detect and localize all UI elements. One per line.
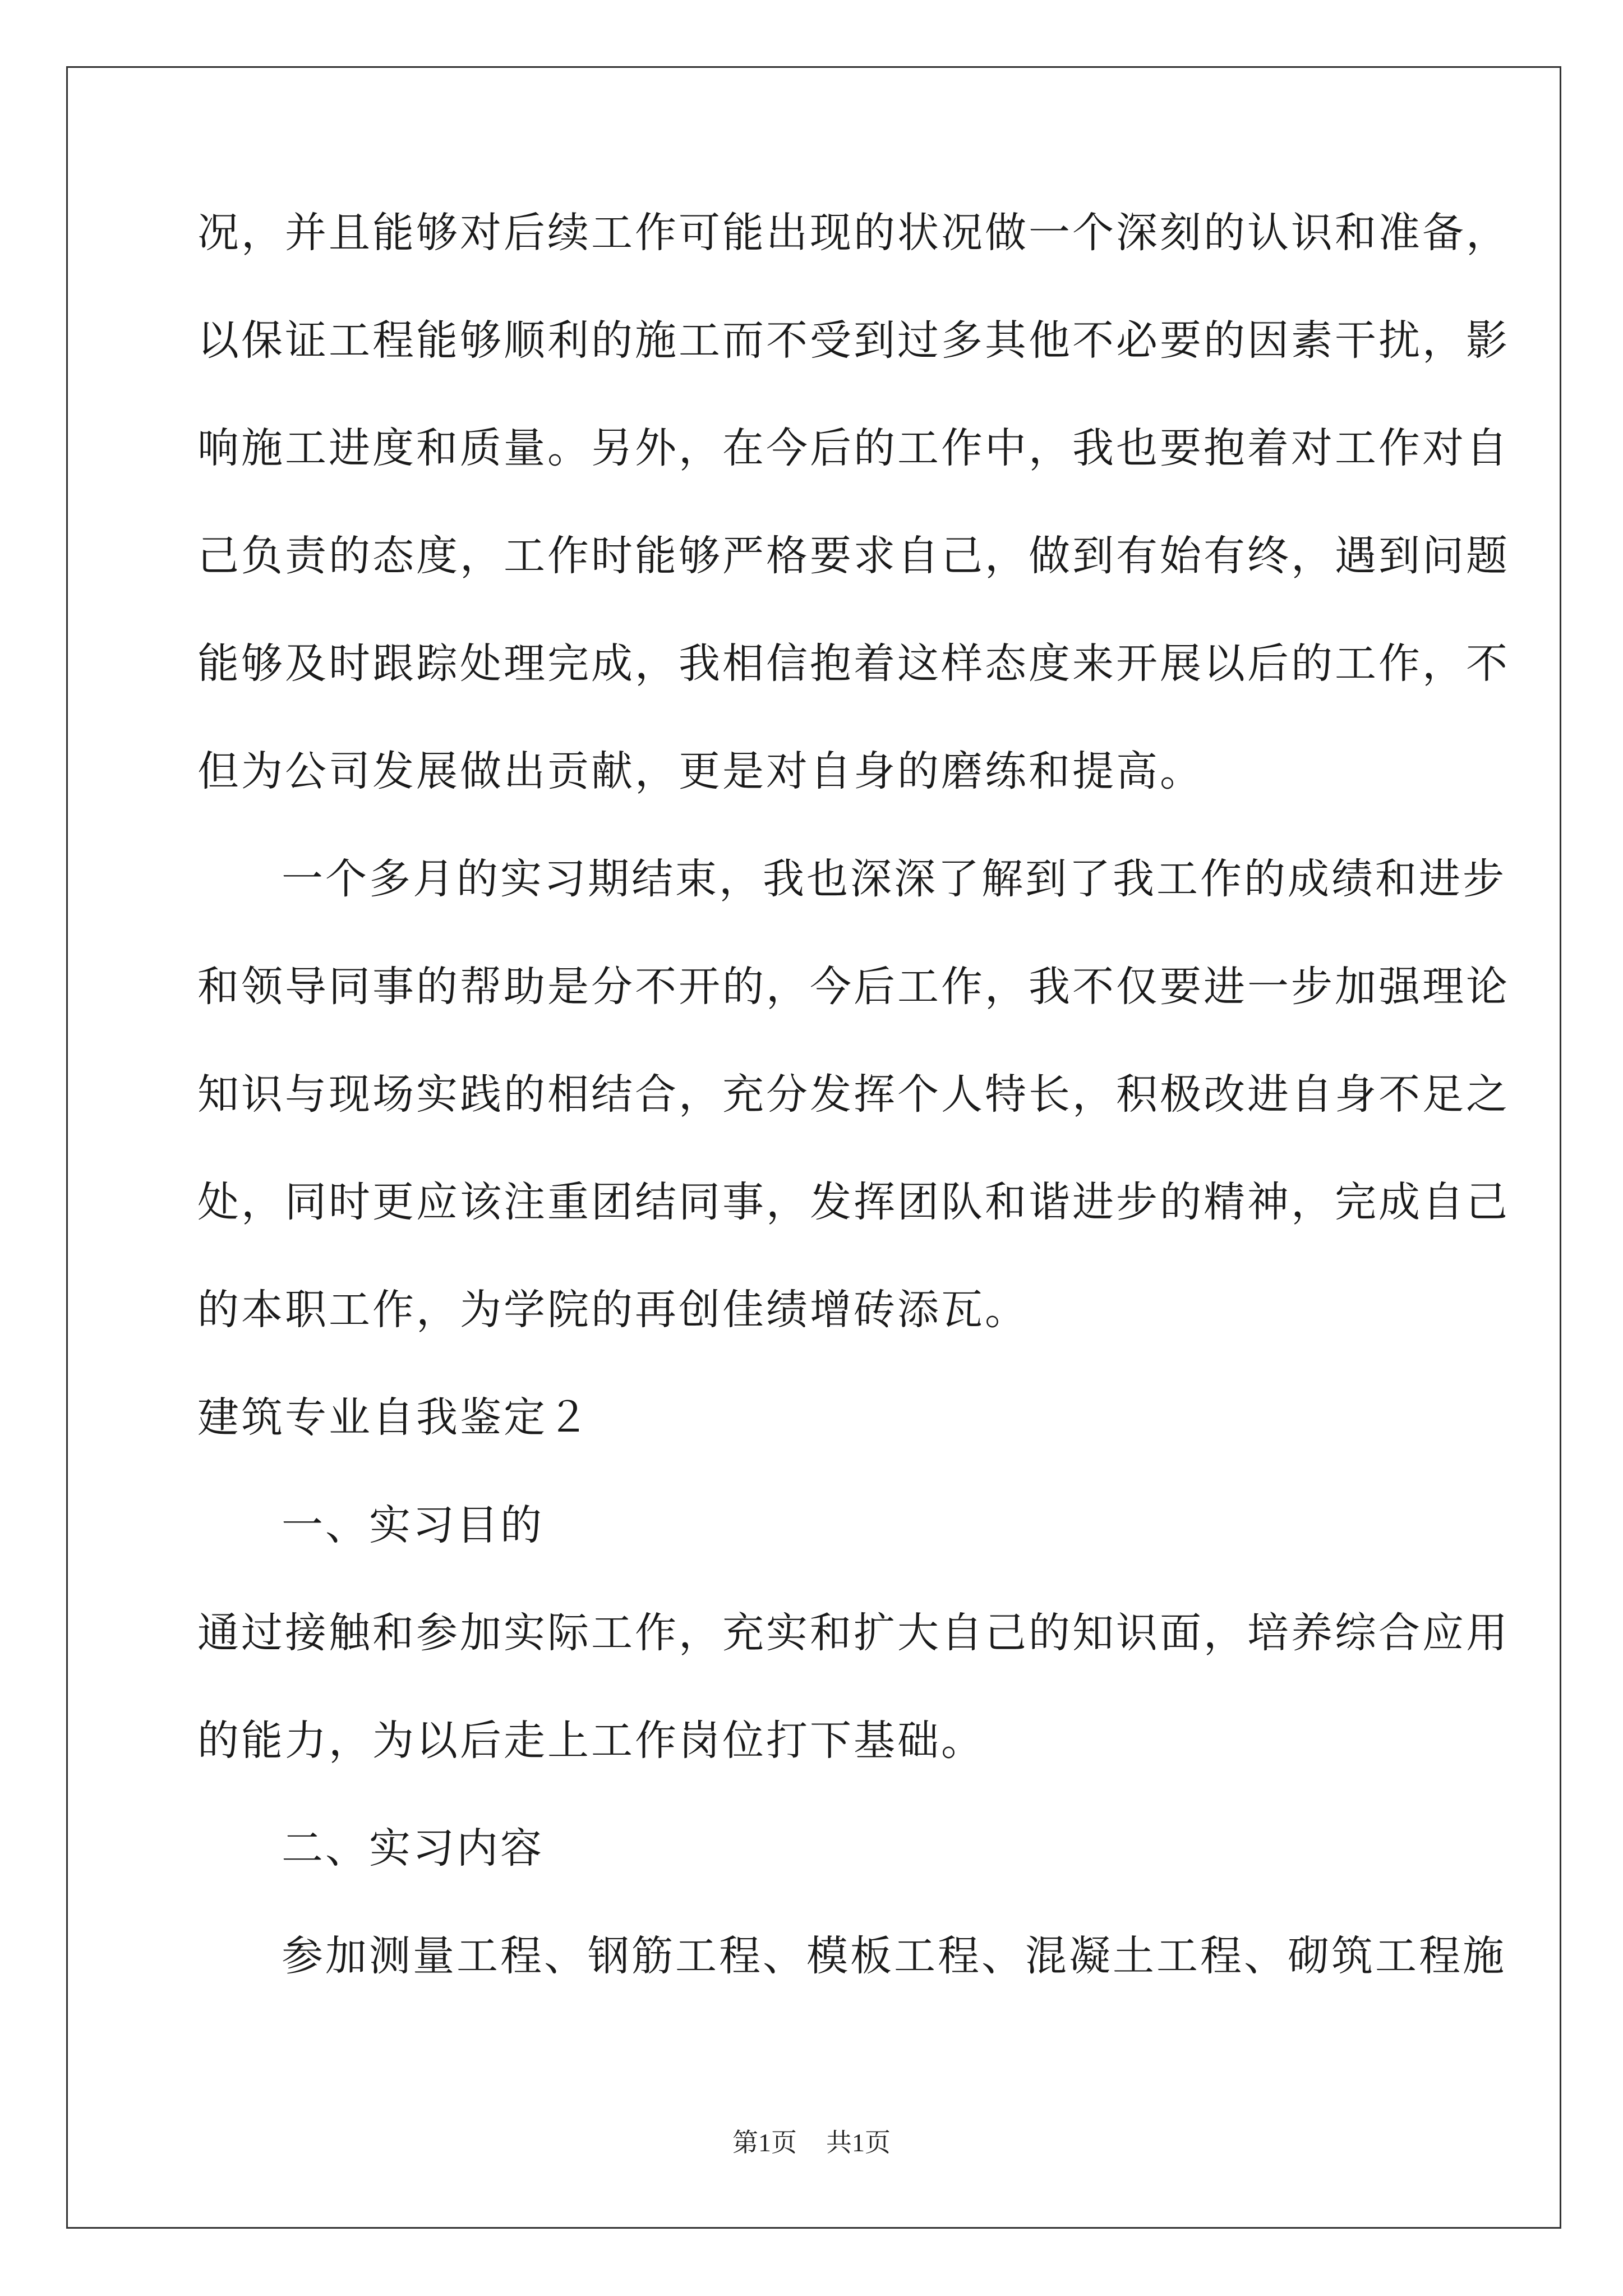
paragraph-line: 但为公司发展做出贡献，更是对自身的磨练和提高。 xyxy=(197,747,1204,795)
section-heading: 二、实习内容 xyxy=(282,1824,544,1872)
paragraph-line: 己负责的态度，工作时能够严格要求自己，做到有始有终，遇到问题 xyxy=(197,532,1510,580)
paragraph-line: 响施工进度和质量。另外，在今后的工作中，我也要抱着对工作对自 xyxy=(197,424,1510,472)
section-heading: 一、实习目的 xyxy=(282,1501,544,1549)
paragraph-line: 的能力，为以后走上工作岗位打下基础。 xyxy=(197,1717,985,1765)
section-title: 建筑专业自我鉴定２ xyxy=(197,1393,591,1442)
paragraph-line: 的本职工作，为学院的再创佳绩增砖添瓦。 xyxy=(197,1286,1029,1334)
page-border xyxy=(66,66,1561,2229)
paragraph-line: 况，并且能够对后续工作可能出现的状况做一个深刻的认识和准备， xyxy=(197,209,1510,257)
paragraph-line: 知识与现场实践的相结合，充分发挥个人特长，积极改进自身不足之 xyxy=(197,1070,1510,1119)
paragraph-line: 和领导同事的帮助是分不开的，今后工作，我不仅要进一步加强理论 xyxy=(197,963,1510,1011)
page-footer xyxy=(0,2126,1623,2160)
page-number: 第1页 xyxy=(732,2128,797,2157)
paragraph-line: 处，同时更应该注重团结同事，发挥团队和谐进步的精神，完成自己 xyxy=(197,1178,1510,1226)
paragraph-line: 能够及时跟踪处理完成，我相信抱着这样态度来开展以后的工作，不 xyxy=(197,639,1510,688)
paragraph-line: 通过接触和参加实际工作，充实和扩大自己的知识面，培养综合应用 xyxy=(197,1609,1510,1657)
page-total: 共1页 xyxy=(826,2128,891,2157)
paragraph-line: 以保证工程能够顺利的施工而不受到过多其他不必要的因素干扰，影 xyxy=(197,316,1510,365)
paragraph-line: 一个多月的实习期结束，我也深深了解到了我工作的成绩和进步 xyxy=(282,855,1506,903)
paragraph-line: 参加测量工程、钢筋工程、模板工程、混凝土工程、砌筑工程施 xyxy=(282,1932,1506,1980)
